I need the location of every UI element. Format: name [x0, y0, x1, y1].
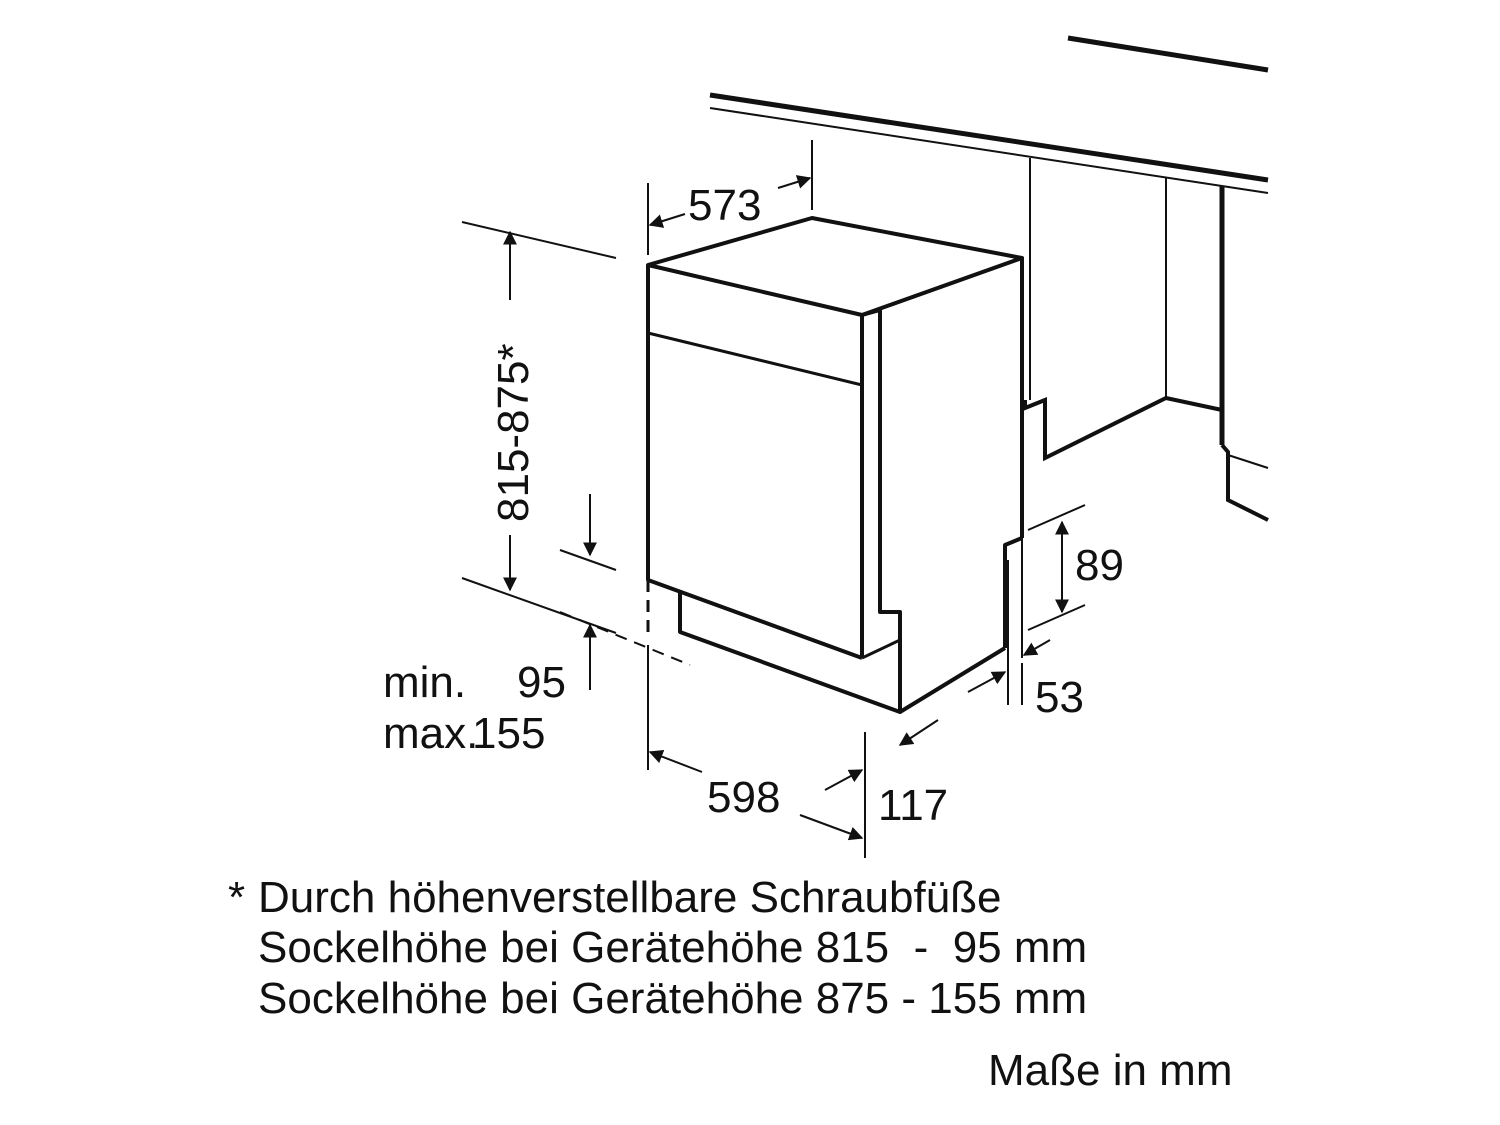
door-offset-label: 117 [878, 781, 949, 830]
plinth-max-label: max. [383, 709, 479, 758]
plinth-min-label: min. [383, 658, 467, 707]
dishwasher-body [648, 218, 1022, 712]
plinth-max-value: 155 [472, 709, 546, 758]
depth-label: 573 [688, 181, 762, 230]
toe-kick-depth-label: 53 [1035, 673, 1084, 722]
toe-kick-height-label: 89 [1075, 541, 1124, 590]
plinth-min-value: 95 [517, 658, 566, 707]
footnote-line-1: Durch höhenverstellbare Schraubfüße [258, 873, 1002, 922]
adjacent-cabinet [1025, 158, 1268, 520]
worktop [710, 38, 1268, 193]
height-label: 815-875* [489, 343, 538, 522]
footnote-line-2: Sockelhöhe bei Gerätehöhe 815 - 95 mm [258, 923, 1088, 972]
floor-reference [560, 580, 690, 665]
footnote-line-3: Sockelhöhe bei Gerätehöhe 875 - 155 mm [258, 974, 1088, 1023]
footnote-asterisk: * [228, 873, 246, 922]
dimension-lines [462, 140, 1085, 858]
units-note: Maße in mm [988, 1046, 1233, 1095]
width-label: 598 [707, 773, 781, 822]
